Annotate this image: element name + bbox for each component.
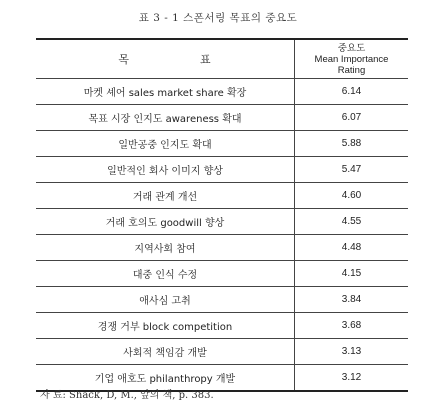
rating-cell: 4.60 — [295, 183, 409, 209]
table-row — [36, 209, 408, 235]
rating-header-line2: Mean Importance — [314, 53, 389, 65]
table-row — [36, 157, 408, 183]
table-row — [36, 261, 408, 287]
importance-table — [36, 38, 408, 392]
goal-column-header — [36, 39, 295, 79]
goal-cell: 일반적인 회사 이미지 향상 — [36, 157, 295, 183]
rating-cell: 3.84 — [295, 287, 409, 313]
table-row — [36, 287, 408, 313]
goal-cell: 목표 시장 인지도 awareness 확대 — [36, 105, 295, 131]
rating-header-line1: 중요도 — [337, 42, 366, 54]
table-row — [36, 131, 408, 157]
rating-cell: 4.15 — [295, 261, 409, 287]
goal-cell: 애사심 고취 — [36, 287, 295, 313]
goal-cell: 거래 관계 개선 — [36, 183, 295, 209]
rating-header-line3: Rating — [337, 64, 366, 76]
goal-cell: 기업 애호도 philanthropy 개발 — [36, 365, 295, 392]
rating-cell: 5.88 — [295, 131, 409, 157]
goal-cell: 일반공중 인지도 확대 — [36, 131, 295, 157]
table-row — [36, 183, 408, 209]
table-caption: 표 3 - 1 스폰서링 목표의 중요도 — [138, 12, 298, 24]
rating-column-header — [295, 39, 409, 79]
table-row — [36, 339, 408, 365]
rating-cell: 6.07 — [295, 105, 409, 131]
goal-header-right: 표 — [200, 53, 212, 66]
table-row — [36, 235, 408, 261]
table-header-row — [36, 39, 408, 79]
table-row — [36, 105, 408, 131]
rating-cell: 6.14 — [295, 79, 409, 105]
goal-cell: 경쟁 거부 block competition — [36, 313, 295, 339]
rating-cell: 5.47 — [295, 157, 409, 183]
goal-cell: 대중 인식 수정 — [36, 261, 295, 287]
goal-cell: 사회적 책임감 개발 — [36, 339, 295, 365]
goal-cell: 거래 호의도 goodwill 향상 — [36, 209, 295, 235]
table-row — [36, 313, 408, 339]
table-row — [36, 79, 408, 105]
rating-cell: 3.13 — [295, 339, 409, 365]
rating-cell: 4.48 — [295, 235, 409, 261]
source-note: 자 료: Shack, D, M., 앞의 책, p. 383. — [40, 390, 214, 401]
rating-cell: 4.55 — [295, 209, 409, 235]
goal-cell: 마켓 셰어 sales market share 확장 — [36, 79, 295, 105]
rating-cell: 3.12 — [295, 365, 409, 392]
rating-cell: 3.68 — [295, 313, 409, 339]
goal-header-left: 목 — [118, 53, 130, 66]
goal-cell: 지역사회 참여 — [36, 235, 295, 261]
